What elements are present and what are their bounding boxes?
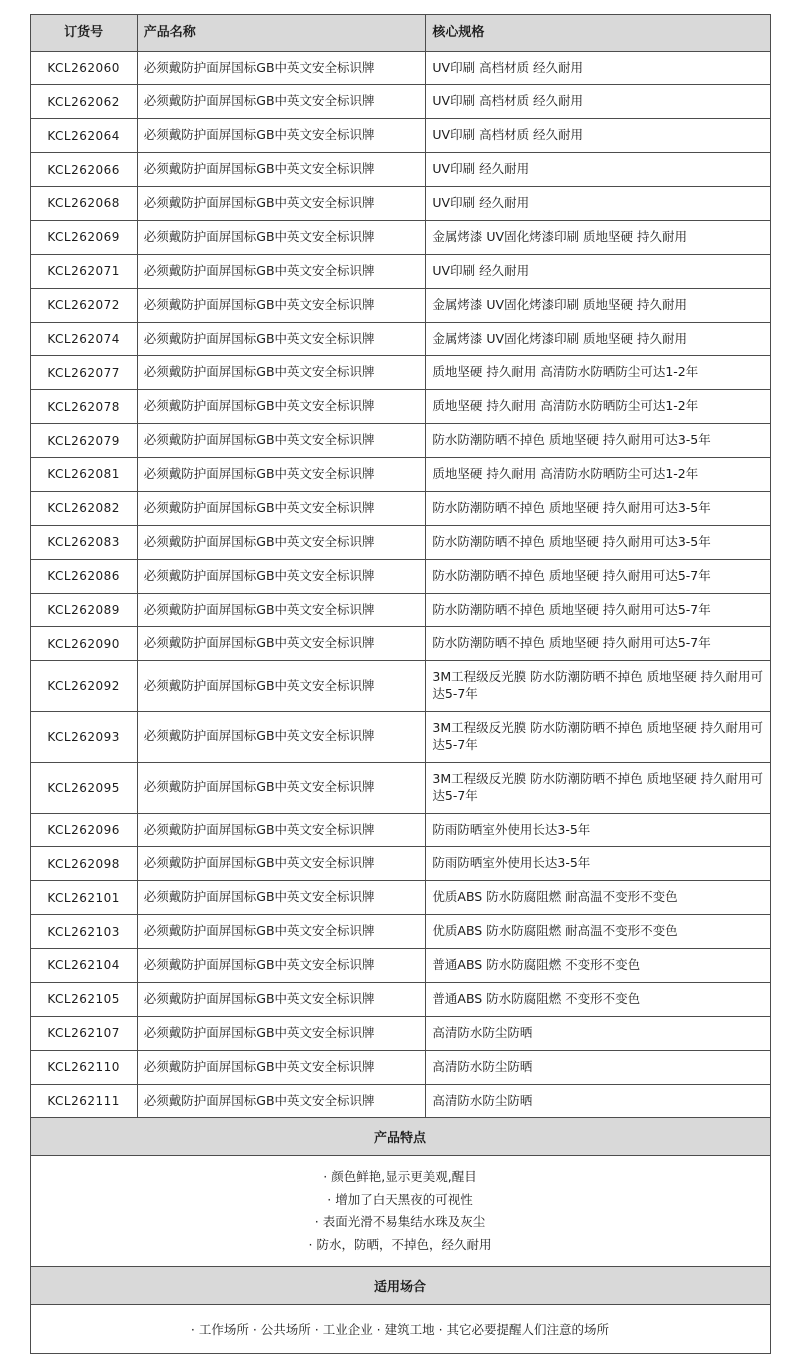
core-spec-cell: 防水防潮防晒不掉色 质地坚硬 持久耐用可达3-5年 — [426, 491, 770, 525]
table-row — [30, 153, 770, 187]
table-row — [30, 288, 770, 322]
table-row — [30, 915, 770, 949]
order-code-cell: KCL262072 — [30, 288, 137, 322]
product-spec-table — [30, 14, 771, 1118]
core-spec-cell: 防水防潮防晒不掉色 质地坚硬 持久耐用可达3-5年 — [426, 525, 770, 559]
feature-item: · 表面光滑不易集结水珠及灰尘 — [314, 1214, 486, 1230]
table-row — [30, 525, 770, 559]
order-code-cell: KCL262103 — [30, 915, 137, 949]
table-row — [30, 51, 770, 85]
core-spec-cell: 3M工程级反光膜 防水防潮防晒不掉色 质地坚硬 持久耐用可达5-7年 — [426, 762, 770, 813]
order-code-cell: KCL262064 — [30, 119, 137, 153]
core-spec-cell: 质地坚硬 持久耐用 高清防水防晒防尘可达1-2年 — [426, 458, 770, 492]
order-code-cell: KCL262079 — [30, 424, 137, 458]
core-spec-cell: 高清防水防尘防晒 — [426, 1016, 770, 1050]
feature-item: · 增加了白天黑夜的可视性 — [327, 1191, 473, 1207]
features-section-title: 产品特点 — [30, 1118, 771, 1156]
core-spec-cell: 3M工程级反光膜 防水防潮防晒不掉色 质地坚硬 持久耐用可达5-7年 — [426, 712, 770, 763]
table-row — [30, 847, 770, 881]
order-code-cell: KCL262071 — [30, 254, 137, 288]
table-row — [30, 881, 770, 915]
table-row — [30, 220, 770, 254]
core-spec-cell: 金属烤漆 UV固化烤漆印刷 质地坚硬 持久耐用 — [426, 220, 770, 254]
product-name-cell: 必须戴防护面屏国标GB中英文安全标识牌 — [137, 356, 426, 390]
order-code-cell: KCL262111 — [30, 1084, 137, 1118]
table-row — [30, 982, 770, 1016]
core-spec-cell: 防水防潮防晒不掉色 质地坚硬 持久耐用可达5-7年 — [426, 559, 770, 593]
core-spec-cell: 防水防潮防晒不掉色 质地坚硬 持久耐用可达5-7年 — [426, 627, 770, 661]
core-spec-cell: 质地坚硬 持久耐用 高清防水防晒防尘可达1-2年 — [426, 390, 770, 424]
table-row — [30, 424, 770, 458]
product-name-cell: 必须戴防护面屏国标GB中英文安全标识牌 — [137, 458, 426, 492]
table-row — [30, 627, 770, 661]
order-code-cell: KCL262068 — [30, 187, 137, 221]
core-spec-cell: 防水防潮防晒不掉色 质地坚硬 持久耐用可达3-5年 — [426, 424, 770, 458]
core-spec-cell: 质地坚硬 持久耐用 高清防水防晒防尘可达1-2年 — [426, 356, 770, 390]
spec-table-header — [30, 15, 770, 52]
occasions-text: · 工作场所 · 公共场所 · 工业企业 · 建筑工地 · 其它必要提醒人们注意的场所 — [30, 1305, 771, 1354]
product-name-cell: 必须戴防护面屏国标GB中英文安全标识牌 — [137, 1084, 426, 1118]
product-name-cell: 必须戴防护面屏国标GB中英文安全标识牌 — [137, 915, 426, 949]
core-spec-cell: UV印刷 高档材质 经久耐用 — [426, 119, 770, 153]
order-code-cell: KCL262060 — [30, 51, 137, 85]
header-row — [30, 15, 770, 52]
product-name-cell: 必须戴防护面屏国标GB中英文安全标识牌 — [137, 390, 426, 424]
core-spec-cell: 防雨防晒室外使用长达3-5年 — [426, 813, 770, 847]
product-name-cell: 必须戴防护面屏国标GB中英文安全标识牌 — [137, 322, 426, 356]
order-code-cell: KCL262074 — [30, 322, 137, 356]
table-row — [30, 593, 770, 627]
product-name-cell: 必须戴防护面屏国标GB中英文安全标识牌 — [137, 220, 426, 254]
order-code-cell: KCL262078 — [30, 390, 137, 424]
product-name-cell: 必须戴防护面屏国标GB中英文安全标识牌 — [137, 187, 426, 221]
order-code-cell: KCL262093 — [30, 712, 137, 763]
order-code-cell: KCL262077 — [30, 356, 137, 390]
product-name-cell: 必须戴防护面屏国标GB中英文安全标识牌 — [137, 288, 426, 322]
product-name-cell: 必须戴防护面屏国标GB中英文安全标识牌 — [137, 51, 426, 85]
table-row — [30, 712, 770, 763]
product-name-cell: 必须戴防护面屏国标GB中英文安全标识牌 — [137, 881, 426, 915]
product-name-cell: 必须戴防护面屏国标GB中英文安全标识牌 — [137, 593, 426, 627]
table-row — [30, 458, 770, 492]
core-spec-cell: 3M工程级反光膜 防水防潮防晒不掉色 质地坚硬 持久耐用可达5-7年 — [426, 661, 770, 712]
product-name-cell: 必须戴防护面屏国标GB中英文安全标识牌 — [137, 525, 426, 559]
table-row — [30, 390, 770, 424]
order-code-cell: KCL262110 — [30, 1050, 137, 1084]
feature-item: · 防水，防晒，不掉色，经久耐用 — [308, 1236, 492, 1252]
order-code-cell: KCL262098 — [30, 847, 137, 881]
core-spec-cell: UV印刷 经久耐用 — [426, 187, 770, 221]
table-row — [30, 1050, 770, 1084]
column-header-product-name: 产品名称 — [137, 15, 426, 52]
product-name-cell: 必须戴防护面屏国标GB中英文安全标识牌 — [137, 982, 426, 1016]
product-name-cell: 必须戴防护面屏国标GB中英文安全标识牌 — [137, 491, 426, 525]
order-code-cell: KCL262096 — [30, 813, 137, 847]
core-spec-cell: 高清防水防尘防晒 — [426, 1050, 770, 1084]
product-spec-sheet — [30, 14, 771, 1354]
table-row — [30, 559, 770, 593]
core-spec-cell: 普通ABS 防水防腐阻燃 不变形不变色 — [426, 982, 770, 1016]
product-name-cell: 必须戴防护面屏国标GB中英文安全标识牌 — [137, 254, 426, 288]
core-spec-cell: 高清防水防尘防晒 — [426, 1084, 770, 1118]
core-spec-cell: 防雨防晒室外使用长达3-5年 — [426, 847, 770, 881]
product-name-cell: 必须戴防护面屏国标GB中英文安全标识牌 — [137, 949, 426, 983]
table-row — [30, 187, 770, 221]
order-code-cell: KCL262090 — [30, 627, 137, 661]
core-spec-cell: UV印刷 经久耐用 — [426, 153, 770, 187]
table-row — [30, 1016, 770, 1050]
table-row — [30, 813, 770, 847]
table-row — [30, 322, 770, 356]
table-row — [30, 661, 770, 712]
core-spec-cell: 金属烤漆 UV固化烤漆印刷 质地坚硬 持久耐用 — [426, 288, 770, 322]
order-code-cell: KCL262101 — [30, 881, 137, 915]
order-code-cell: KCL262104 — [30, 949, 137, 983]
product-name-cell: 必须戴防护面屏国标GB中英文安全标识牌 — [137, 813, 426, 847]
core-spec-cell: 防水防潮防晒不掉色 质地坚硬 持久耐用可达5-7年 — [426, 593, 770, 627]
order-code-cell: KCL262083 — [30, 525, 137, 559]
column-header-core-spec: 核心规格 — [426, 15, 770, 52]
table-row — [30, 254, 770, 288]
core-spec-cell: 金属烤漆 UV固化烤漆印刷 质地坚硬 持久耐用 — [426, 322, 770, 356]
order-code-cell: KCL262107 — [30, 1016, 137, 1050]
table-row — [30, 762, 770, 813]
table-row — [30, 949, 770, 983]
table-row — [30, 85, 770, 119]
order-code-cell: KCL262069 — [30, 220, 137, 254]
order-code-cell: KCL262095 — [30, 762, 137, 813]
product-name-cell: 必须戴防护面屏国标GB中英文安全标识牌 — [137, 712, 426, 763]
product-name-cell: 必须戴防护面屏国标GB中英文安全标识牌 — [137, 85, 426, 119]
table-row — [30, 491, 770, 525]
occasions-section-title: 适用场合 — [30, 1267, 771, 1305]
order-code-cell: KCL262066 — [30, 153, 137, 187]
product-name-cell: 必须戴防护面屏国标GB中英文安全标识牌 — [137, 1016, 426, 1050]
order-code-cell: KCL262105 — [30, 982, 137, 1016]
core-spec-cell: 普通ABS 防水防腐阻燃 不变形不变色 — [426, 949, 770, 983]
order-code-cell: KCL262062 — [30, 85, 137, 119]
features-list — [30, 1156, 771, 1267]
table-row — [30, 356, 770, 390]
core-spec-cell: UV印刷 经久耐用 — [426, 254, 770, 288]
spec-table-body — [30, 51, 770, 1118]
core-spec-cell: 优质ABS 防水防腐阻燃 耐高温不变形不变色 — [426, 881, 770, 915]
order-code-cell: KCL262082 — [30, 491, 137, 525]
order-code-cell: KCL262081 — [30, 458, 137, 492]
product-name-cell: 必须戴防护面屏国标GB中英文安全标识牌 — [137, 559, 426, 593]
order-code-cell: KCL262092 — [30, 661, 137, 712]
product-name-cell: 必须戴防护面屏国标GB中英文安全标识牌 — [137, 1050, 426, 1084]
column-header-order-code: 订货号 — [30, 15, 137, 52]
order-code-cell: KCL262086 — [30, 559, 137, 593]
product-name-cell: 必须戴防护面屏国标GB中英文安全标识牌 — [137, 847, 426, 881]
product-name-cell: 必须戴防护面屏国标GB中英文安全标识牌 — [137, 424, 426, 458]
feature-item: · 颜色鲜艳,显示更美观,醒目 — [323, 1169, 477, 1185]
core-spec-cell: 优质ABS 防水防腐阻燃 耐高温不变形不变色 — [426, 915, 770, 949]
order-code-cell: KCL262089 — [30, 593, 137, 627]
product-name-cell: 必须戴防护面屏国标GB中英文安全标识牌 — [137, 661, 426, 712]
product-name-cell: 必须戴防护面屏国标GB中英文安全标识牌 — [137, 762, 426, 813]
product-name-cell: 必须戴防护面屏国标GB中英文安全标识牌 — [137, 119, 426, 153]
table-row — [30, 1084, 770, 1118]
core-spec-cell: UV印刷 高档材质 经久耐用 — [426, 85, 770, 119]
table-row — [30, 119, 770, 153]
product-name-cell: 必须戴防护面屏国标GB中英文安全标识牌 — [137, 153, 426, 187]
core-spec-cell: UV印刷 高档材质 经久耐用 — [426, 51, 770, 85]
product-name-cell: 必须戴防护面屏国标GB中英文安全标识牌 — [137, 627, 426, 661]
